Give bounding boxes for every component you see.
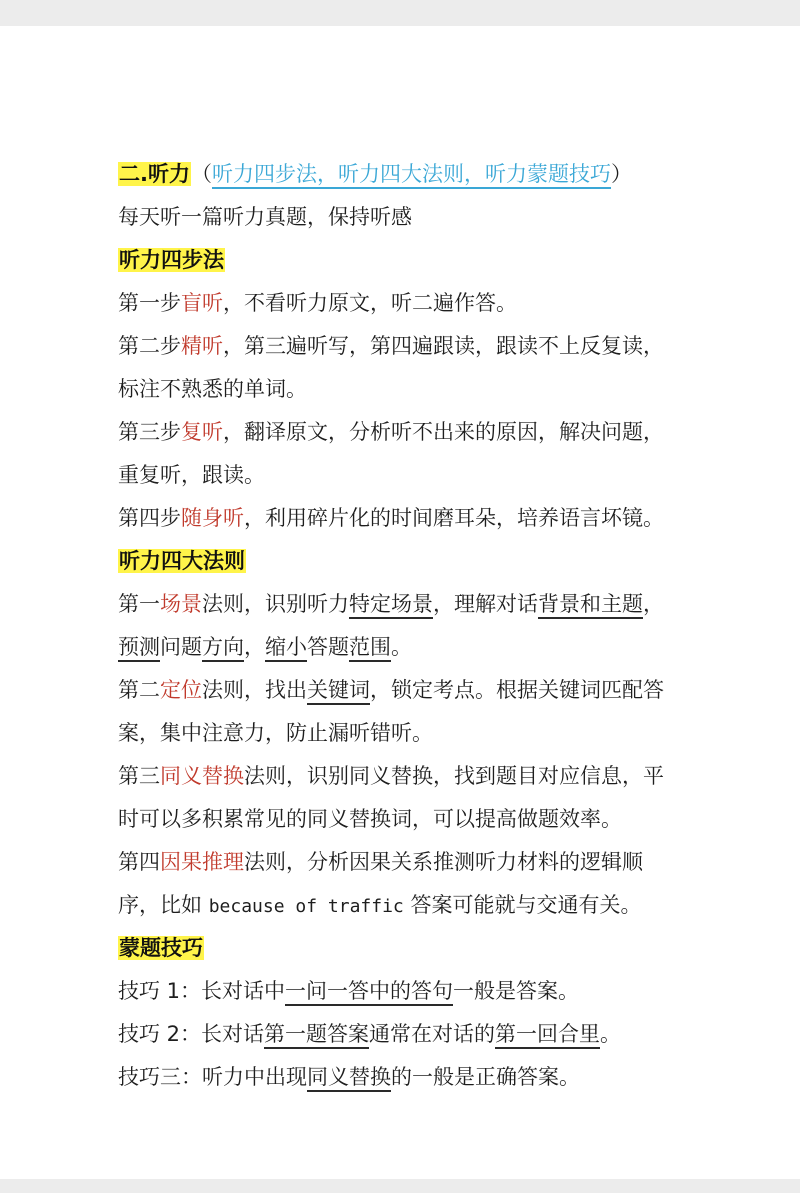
rule-text: ，锁定考点。根据关键词匹配答 [370, 678, 664, 702]
rule-text: 法则，分析因果关系推测听力材料的逻辑顺 [244, 850, 643, 874]
rule-text: 答题 [307, 635, 349, 659]
example-phrase: because of traffic [208, 896, 404, 917]
rule-prefix: 第四 [118, 850, 160, 874]
heading-label: 听力四大法则 [119, 549, 245, 573]
rule-1-continued [118, 626, 693, 669]
rule-keyword: 因果推理 [160, 850, 244, 874]
trick-text: 技巧三：听力中出现 [118, 1065, 307, 1089]
step-prefix: 第二步 [118, 334, 181, 358]
rule-text: ， [643, 592, 664, 616]
step-1 [118, 282, 693, 325]
rule-3 [118, 755, 693, 798]
document-content [118, 153, 693, 1099]
trick-text: 通常在对话的 [369, 1022, 496, 1046]
trick-text: 技巧 1：长对话中 [118, 979, 286, 1003]
underlined-term: 同义替换 [307, 1065, 391, 1092]
step-3 [118, 411, 693, 454]
rule-keyword: 定位 [160, 678, 202, 702]
underlined-term: 一问一答中的答句 [285, 979, 453, 1006]
tricks-heading [118, 927, 693, 970]
paren-open: （ [190, 162, 212, 186]
four-steps-heading [118, 239, 693, 282]
four-rules-heading [118, 540, 693, 583]
underlined-term: 背景和主题 [538, 592, 643, 619]
rule-text: 法则，识别听力 [202, 592, 349, 616]
paren-close: ） [610, 162, 632, 186]
step-text: ，不看听力原文，听二遍作答。 [223, 291, 517, 315]
step-prefix: 第三步 [118, 420, 181, 444]
step-text: ，利用碎片化的时间磨耳朵，培养语言坏镜。 [244, 506, 664, 530]
document-page [0, 26, 800, 1179]
heading-label: 蒙题技巧 [119, 936, 203, 960]
trick-text: 。 [600, 1022, 622, 1046]
trick-text: 的一般是正确答案。 [391, 1065, 580, 1089]
step-keyword: 盲听 [181, 291, 223, 315]
trick-2 [118, 1013, 693, 1056]
rule-text: 法则，识别同义替换，找到题目对应信息，平 [244, 764, 664, 788]
trick-3 [118, 1056, 693, 1099]
step-prefix: 第四步 [118, 506, 181, 530]
underlined-term: 预测 [118, 635, 160, 662]
rule-4-continued [118, 884, 693, 927]
step-2 [118, 325, 693, 368]
rule-4 [118, 841, 693, 884]
rule-2 [118, 669, 693, 712]
rule-keyword: 场景 [160, 592, 202, 616]
step-keyword: 随身听 [181, 506, 244, 530]
heading-label: 听力四步法 [119, 248, 224, 272]
step-3-continued: 重复听，跟读。 [118, 463, 265, 487]
section-title: 二.听力 [119, 162, 190, 186]
step-4 [118, 497, 693, 540]
underlined-term: 缩小 [265, 635, 307, 662]
rule-text: ，理解对话 [433, 592, 538, 616]
underlined-term: 方向 [202, 635, 244, 662]
step-text: ，第三遍听写，第四遍跟读，跟读不上反复读， [223, 334, 664, 358]
step-text: ，翻译原文，分析听不出来的原因，解决问题， [223, 420, 664, 444]
underlined-term: 第一题答案 [264, 1022, 369, 1049]
rule-text: 答案可能就与交通有关。 [403, 893, 642, 917]
rule-text: 序，比如 [118, 893, 209, 917]
intro-text: 每天听一篇听力真题，保持听感 [118, 205, 412, 229]
rule-2-continued: 案，集中注意力，防止漏听错听。 [118, 721, 433, 745]
main-heading [118, 153, 693, 196]
step-keyword: 复听 [181, 420, 223, 444]
underlined-term: 特定场景 [349, 592, 433, 619]
step-keyword: 精听 [181, 334, 223, 358]
underlined-term: 第一回合里 [495, 1022, 600, 1049]
underlined-term: 关键词 [307, 678, 370, 705]
rule-text: ， [244, 635, 265, 659]
rule-text: 法则，找出 [202, 678, 307, 702]
rule-text: 。 [391, 635, 412, 659]
rule-3-continued: 时可以多积累常见的同义替换词，可以提高做题效率。 [118, 807, 622, 831]
rule-text: 问题 [160, 635, 202, 659]
subtitle-link[interactable]: 听力四步法，听力四大法则，听力蒙题技巧 [212, 162, 611, 189]
trick-1 [118, 970, 693, 1013]
step-prefix: 第一步 [118, 291, 181, 315]
step-2-continued: 标注不熟悉的单词。 [118, 377, 307, 401]
rule-1 [118, 583, 693, 626]
trick-text: 技巧 2：长对话 [118, 1022, 265, 1046]
underlined-term: 范围 [349, 635, 391, 662]
rule-keyword: 同义替换 [160, 764, 244, 788]
trick-text: 一般是答案。 [453, 979, 580, 1003]
rule-prefix: 第二 [118, 678, 160, 702]
rule-prefix: 第三 [118, 764, 160, 788]
rule-prefix: 第一 [118, 592, 160, 616]
